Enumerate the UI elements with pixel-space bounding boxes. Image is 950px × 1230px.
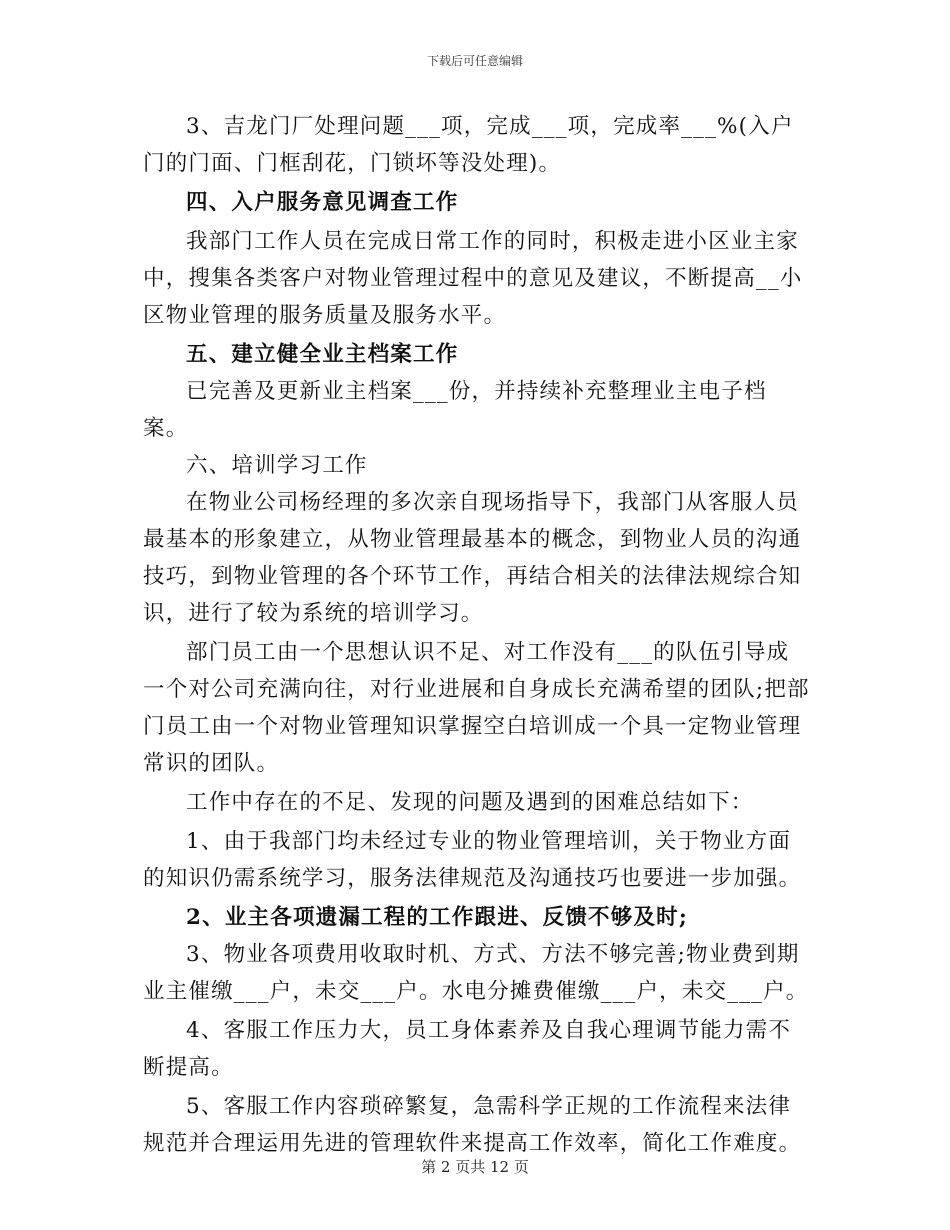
paragraph-team: 部门员工由一个思想认识不足、对工作没有___的队伍引导成一个对公司充满向往，对行业进展和自身成长充满希望的团队;把部门员工由一个对物业管理知识掌握空白培训成一个具一定物业管理常识的团队。 <box>143 640 810 776</box>
paragraph-archives: 已完善及更新业主档案___份，并持续补充整理业主电子档案。 <box>143 379 767 441</box>
problem-item-1: 1、由于我部门均未经过专业的物业管理培训，关于物业方面的知识仍需系统学习，服务法律规范及沟通技巧也要进一步加强。 <box>143 829 802 891</box>
section-heading-5: 五、建立健全业主档案工作 <box>186 342 459 367</box>
problem-item-5: 5、客服工作内容琐碎繁复，急需科学正规的工作流程来法律规范并合理运用先进的管理软件来提高工作效率，简化工作难度。 <box>143 1094 802 1156</box>
paragraph-survey: 我部门工作人员在完成日常工作的同时，积极走进小区业主家中，搜集各类客户对物业管理过程中的意见及建议，不断提高__小区物业管理的服务质量及服务水平。 <box>143 229 803 328</box>
section-heading-6: 六、培训学习工作 <box>186 453 368 478</box>
problem-item-3: 3、物业各项费用收取时机、方式、方法不够完善;物业费到期业主催缴___户，未交___户。水电分摊费催缴___户，未交___户。 <box>143 942 809 1004</box>
paragraph-training: 在物业公司杨经理的多次亲自现场指导下，我部门从客服人员最基本的形象建立，从物业管理最基本的概念，到物业人员的沟通技巧，到物业管理的各个环节工作，再结合相关的法律法规综合知识，进行了较为系统的培训学习。 <box>143 490 802 626</box>
problem-item-4: 4、客服工作压力大，员工身体素养及自我心理调节能力需不断提高。 <box>143 1018 792 1080</box>
page-footer: 第 2 页共 12 页 <box>421 1158 529 1176</box>
section-heading-4: 四、入户服务意见调查工作 <box>186 190 459 215</box>
problem-item-2: 2、业主各项遗漏工程的工作跟进、反馈不够及时; <box>186 905 688 930</box>
page-header: 下载后可任意编辑 <box>426 54 523 68</box>
paragraph-item-3: 3、吉龙门厂处理问题___项，完成___项，完成率___%(入户门的门面、门框刮花，门锁坏等没处理)。 <box>143 114 794 176</box>
paragraph-problems-intro: 工作中存在的不足、发现的问题及遇到的困难总结如下： <box>186 790 754 815</box>
document-body <box>143 108 811 1162</box>
